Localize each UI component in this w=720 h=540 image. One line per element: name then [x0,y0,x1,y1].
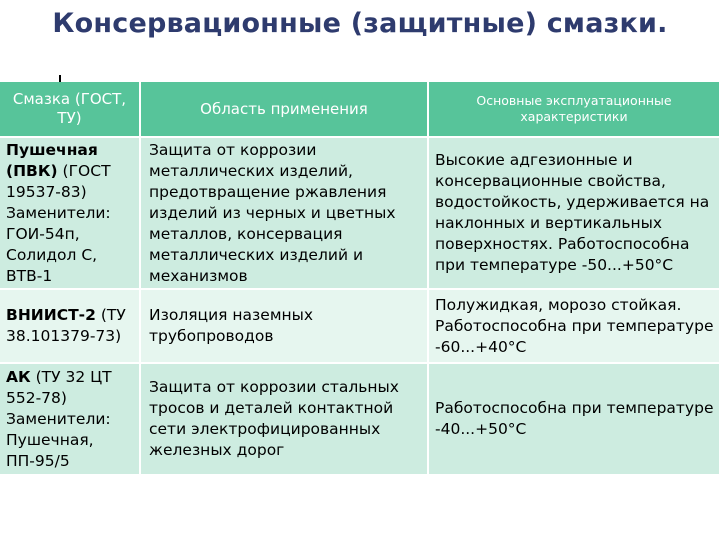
characteristics-cell: Работоспособна при температуре -40...+50°С [428,363,720,475]
grease-spec: (ГОСТ 19537-83) Заменители: ГОИ-54п, Солидол С, ВТВ-1 [6,161,111,285]
grease-cell [0,363,140,475]
table-row [0,289,720,363]
grease-cell [0,289,140,363]
application-cell: Защита от коррозии стальных тросов и деталей контактной сети электрофицированных железных дорог [140,363,428,475]
bullet-marker [59,75,61,82]
lubricants-table [0,82,720,476]
application-cell: Защита от коррозии металлических изделий, предотвращение ржавления изделий из черных и цветных металлов, консервация металлических изделий и механизмов [140,137,428,289]
table-row [0,363,720,475]
grease-cell [0,137,140,289]
table-header-row [0,82,720,137]
header-application: Область применения [140,82,428,137]
table-row [0,137,720,289]
characteristics-cell: Полужидкая, морозо стойкая. Работоспособна при температуре -60...+40°С [428,289,720,363]
characteristics-cell: Высокие адгезионные и консервационные свойства, водостойкость, удерживается на наклонных и вертикальных поверхностях. Работоспособна при температуре -50...+50°С [428,137,720,289]
page-title: Консервационные (защитные) смазки. [52,8,668,39]
header-grease: Смазка (ГОСТ, ТУ) [0,82,140,137]
grease-name: АК [6,367,31,386]
grease-name: ВНИИСТ-2 [6,306,96,324]
grease-spec: (ТУ 38.101379-73) [6,306,126,345]
header-characteristics: Основные эксплуатационные характеристики [428,82,720,137]
application-cell: Изоляция наземных трубопроводов [140,289,428,363]
grease-name: Пушечная (ПВК) [6,140,98,180]
grease-spec: (ТУ 32 ЦТ 552-78) Заменители: Пушечная, ПП-95/5 [6,367,112,470]
